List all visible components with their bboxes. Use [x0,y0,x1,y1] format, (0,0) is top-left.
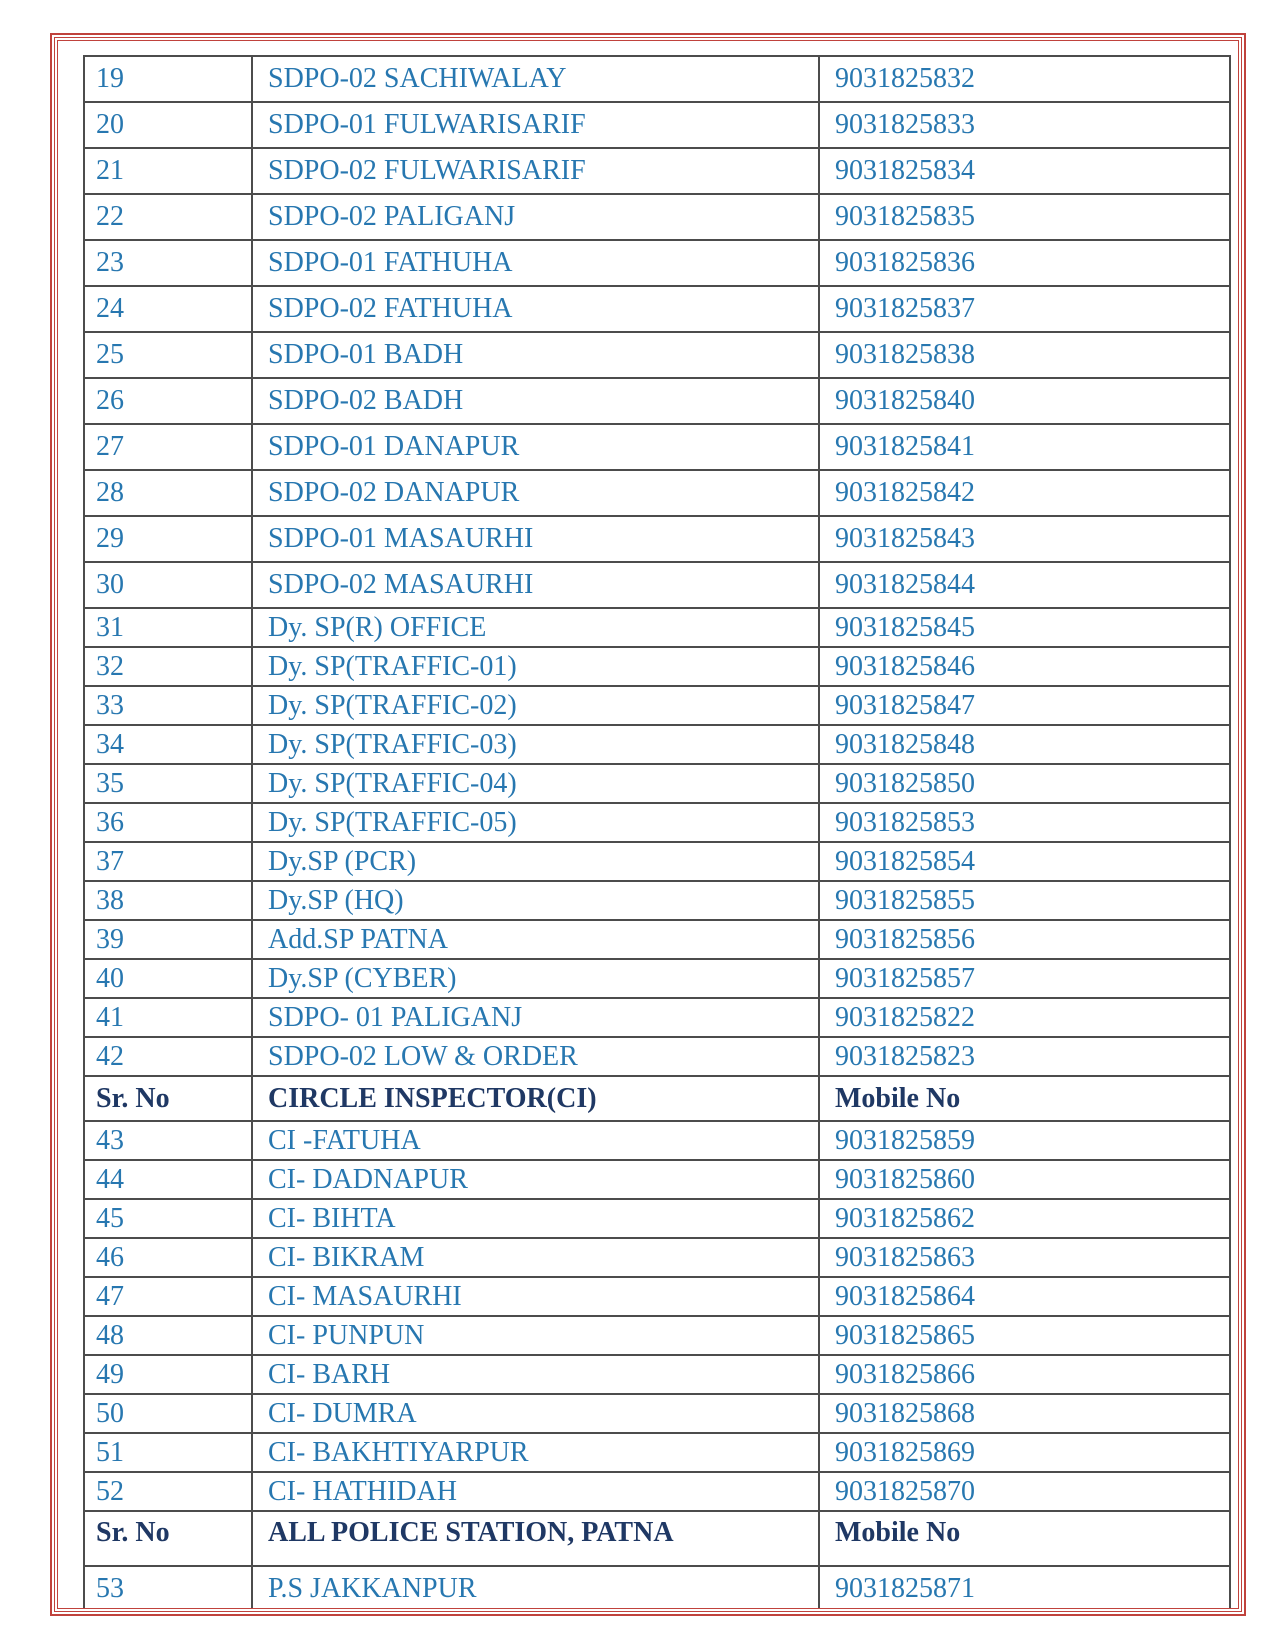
sr-no-cell: 51 [85,1434,253,1471]
sr-no-cell: 37 [85,843,253,880]
table-row [85,1395,1229,1434]
mobile-no-cell: 9031825846 [835,650,975,682]
mobile-no-cell: 9031825837 [835,293,975,324]
table-row [85,726,1229,765]
sr-no-cell: 24 [85,287,253,331]
section-circle-inspector [85,1077,1229,1512]
designation-cell: CI- DADNAPUR [253,1161,820,1198]
mobile-no-cell: 9031825864 [835,1280,975,1312]
table-row [85,999,1229,1038]
sr-no-cell: 21 [85,149,253,193]
sr-no-header-cell: Sr. No [85,1512,253,1565]
designation-cell: Dy. SP(TRAFFIC-05) [253,804,820,841]
table-row [85,1161,1229,1200]
mobile-no-cell: 9031825855 [835,884,975,916]
table-row [85,195,1229,241]
designation-cell: SDPO-02 FULWARISARIF [253,149,820,193]
sr-no-cell: 36 [85,804,253,841]
sr-no-cell: 27 [85,425,253,469]
table-row [85,609,1229,648]
sr-no-cell: 34 [85,726,253,763]
table-row [85,1122,1229,1161]
sr-no-cell: 48 [85,1317,253,1354]
mobile-no-cell: 9031825870 [835,1475,975,1507]
sr-no-cell: 23 [85,241,253,285]
table-row [85,425,1229,471]
mobile-no-cell: 9031825843 [835,523,975,554]
mobile-no-cell: 9031825860 [835,1163,975,1195]
designation-cell: CI- PUNPUN [253,1317,820,1354]
sr-no-cell: 33 [85,687,253,724]
table-row [85,517,1229,563]
sr-no-cell: 45 [85,1200,253,1237]
table-row [85,563,1229,609]
sr-no-cell: 25 [85,333,253,377]
mobile-no-cell: 9031825833 [835,109,975,140]
table-row [85,1434,1229,1473]
table-row [85,1239,1229,1278]
mobile-no-cell: 9031825847 [835,689,975,721]
designation-cell: SDPO-02 SACHIWALAY [253,57,820,101]
sr-no-cell: 26 [85,379,253,423]
sr-no-cell: 46 [85,1239,253,1276]
designation-cell: SDPO-02 DANAPUR [253,471,820,515]
mobile-no-cell: 9031825832 [835,63,975,94]
mobile-no-header-cell: Mobile No [835,1517,961,1548]
table-row [85,843,1229,882]
designation-cell: Dy.SP (HQ) [253,882,820,919]
mobile-no-cell: 9031825840 [835,385,975,416]
designation-cell: SDPO- 01 PALIGANJ [253,999,820,1036]
designation-cell: CI- MASAURHI [253,1278,820,1315]
designation-cell: Dy. SP(R) OFFICE [253,609,820,646]
table-row [85,149,1229,195]
sr-no-cell: 50 [85,1395,253,1432]
table-row [85,1473,1229,1512]
table-row [85,882,1229,921]
sr-no-cell: 52 [85,1473,253,1510]
designation-cell: CI- BAKHTIYARPUR [253,1434,820,1471]
table-row [85,804,1229,843]
designation-cell: P.S JAKKANPUR [253,1567,820,1608]
section-header-row [85,1077,1229,1122]
table-row [85,471,1229,517]
designation-cell: Dy. SP(TRAFFIC-02) [253,687,820,724]
designation-cell: SDPO-01 BADH [253,333,820,377]
designation-cell: CI- DUMRA [253,1395,820,1432]
sr-no-cell: 31 [85,609,253,646]
mobile-no-cell: 9031825836 [835,247,975,278]
designation-cell: SDPO-02 PALIGANJ [253,195,820,239]
sr-no-cell: 43 [85,1122,253,1159]
table-row [85,333,1229,379]
table-row [85,379,1229,425]
sr-no-cell: 44 [85,1161,253,1198]
mobile-no-cell: 9031825850 [835,767,975,799]
sr-no-cell: 49 [85,1356,253,1393]
designation-cell: SDPO-01 FATHUHA [253,241,820,285]
sr-no-cell: 32 [85,648,253,685]
table-row [85,241,1229,287]
sr-no-cell: 22 [85,195,253,239]
designation-cell: Dy.SP (CYBER) [253,960,820,997]
table-row [85,921,1229,960]
sr-no-header-cell: Sr. No [85,1077,253,1120]
table-row [85,960,1229,999]
section-header-row [85,1512,1229,1567]
mobile-no-cell: 9031825841 [835,431,975,462]
designation-cell: SDPO-02 LOW & ORDER [253,1038,820,1075]
table-row [85,1038,1229,1077]
mobile-no-cell: 9031825838 [835,339,975,370]
mobile-no-cell: 9031825866 [835,1358,975,1390]
table-row [85,1200,1229,1239]
table-row [85,287,1229,333]
sr-no-cell: 53 [85,1567,253,1608]
sr-no-cell: 29 [85,517,253,561]
sr-no-cell: 40 [85,960,253,997]
mobile-no-cell: 9031825869 [835,1436,975,1468]
table-row [85,765,1229,804]
designation-cell: CI- BIHTA [253,1200,820,1237]
table-row [85,687,1229,726]
designation-cell: Dy. SP(TRAFFIC-03) [253,726,820,763]
mobile-no-cell: 9031825834 [835,155,975,186]
mobile-no-cell: 9031825865 [835,1319,975,1351]
designation-cell: Add.SP PATNA [253,921,820,958]
table-row [85,103,1229,149]
sr-no-cell: 35 [85,765,253,802]
mobile-no-cell: 9031825845 [835,611,975,643]
mobile-no-cell: 9031825853 [835,806,975,838]
sr-no-cell: 42 [85,1038,253,1075]
mobile-no-cell: 9031825868 [835,1397,975,1429]
designation-cell: SDPO-01 DANAPUR [253,425,820,469]
sr-no-cell: 39 [85,921,253,958]
sr-no-cell: 28 [85,471,253,515]
table-row [85,1278,1229,1317]
mobile-no-cell: 9031825842 [835,477,975,508]
mobile-no-cell: 9031825856 [835,923,975,955]
designation-cell: SDPO-01 FULWARISARIF [253,103,820,147]
designation-cell: SDPO-02 FATHUHA [253,287,820,331]
designation-cell: CI- BARH [253,1356,820,1393]
section-sdpo [85,57,1229,1077]
mobile-no-cell: 9031825859 [835,1124,975,1156]
designation-cell: SDPO-02 BADH [253,379,820,423]
table-row [85,1356,1229,1395]
table-row [85,1567,1229,1608]
mobile-no-cell: 9031825822 [835,1001,975,1033]
sr-no-cell: 41 [85,999,253,1036]
designation-cell: CI- HATHIDAH [253,1473,820,1510]
table-row [85,1317,1229,1356]
designation-cell: CI- BIKRAM [253,1239,820,1276]
mobile-no-cell: 9031825857 [835,962,975,994]
mobile-no-header-cell: Mobile No [835,1082,961,1114]
section-title-cell: ALL POLICE STATION, PATNA [253,1512,820,1565]
contact-table [83,55,1231,1608]
section-title-cell: CIRCLE INSPECTOR(CI) [253,1077,820,1120]
mobile-no-cell: 9031825854 [835,845,975,877]
mobile-no-cell: 9031825835 [835,201,975,232]
mobile-no-cell: 9031825871 [835,1573,975,1604]
mobile-no-cell: 9031825848 [835,728,975,760]
sr-no-cell: 47 [85,1278,253,1315]
designation-cell: SDPO-01 MASAURHI [253,517,820,561]
mobile-no-cell: 9031825844 [835,569,975,600]
sr-no-cell: 30 [85,563,253,607]
table-row [85,57,1229,103]
mobile-no-cell: 9031825863 [835,1241,975,1273]
sr-no-cell: 38 [85,882,253,919]
designation-cell: CI -FATUHA [253,1122,820,1159]
table-row [85,648,1229,687]
mobile-no-cell: 9031825823 [835,1040,975,1072]
sr-no-cell: 19 [85,57,253,101]
designation-cell: Dy.SP (PCR) [253,843,820,880]
section-police-station [85,1512,1229,1608]
sr-no-cell: 20 [85,103,253,147]
mobile-no-cell: 9031825862 [835,1202,975,1234]
designation-cell: Dy. SP(TRAFFIC-01) [253,648,820,685]
designation-cell: Dy. SP(TRAFFIC-04) [253,765,820,802]
designation-cell: SDPO-02 MASAURHI [253,563,820,607]
